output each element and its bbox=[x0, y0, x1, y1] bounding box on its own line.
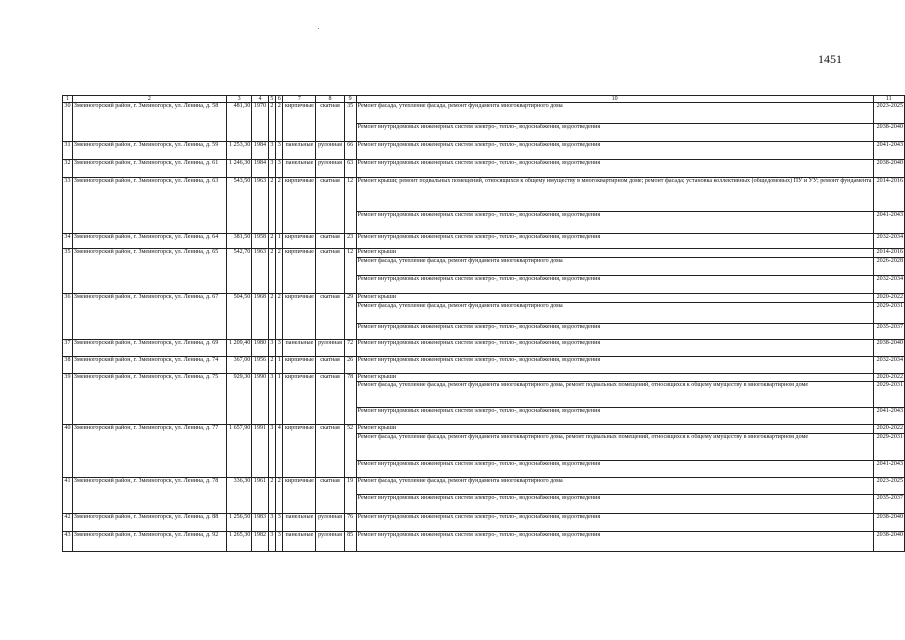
year-cell: 1982 bbox=[252, 532, 268, 552]
repair-period-cell: 2029-2031 bbox=[873, 303, 904, 324]
address-cell: Змеиногорский район, г. Змеиногорск, ул. Ленина, д. 77 bbox=[72, 425, 226, 478]
wall-material-cell: кирпичные bbox=[283, 374, 316, 425]
year-cell: 1970 bbox=[252, 103, 268, 142]
roof-type-cell: рулонная bbox=[316, 532, 344, 552]
area-cell: 381,50 bbox=[226, 234, 252, 249]
entrances-cell: 2 bbox=[276, 478, 283, 514]
floors-cell: 3 bbox=[268, 142, 275, 160]
area-cell: 1 256,50 bbox=[226, 514, 252, 532]
capital-repair-table bbox=[62, 95, 905, 552]
year-cell: 1961 bbox=[252, 478, 268, 514]
repair-work-cell: Ремонт внутридомовых инженерных систем электро-, тепло-, водоснабжения, водоотведения bbox=[356, 461, 873, 478]
entrances-cell: 3 bbox=[276, 142, 283, 160]
repair-work-cell: Ремонт внутридомовых инженерных систем электро-, тепло-, водоснабжения, водоотведения bbox=[356, 212, 873, 234]
repair-work-cell: Ремонт внутридомовых инженерных систем электро-, тепло-, водоснабжения, водоотведения bbox=[356, 276, 873, 294]
address-cell: Змеиногорский район, г. Змеиногорск, ул. Ленина, д. 69 bbox=[72, 340, 226, 357]
repair-period-cell: 2032-2034 bbox=[873, 234, 904, 249]
apartments-cell: 63 bbox=[344, 160, 356, 178]
header-row bbox=[63, 96, 905, 103]
row-number: 37 bbox=[63, 340, 73, 357]
floors-cell: 3 bbox=[268, 425, 275, 478]
roof-type-cell: скатная bbox=[316, 357, 344, 374]
repair-period-cell: 2038-2040 bbox=[873, 532, 904, 552]
repair-period-cell: 2041-2043 bbox=[873, 408, 904, 425]
repair-period-cell: 2029-2031 bbox=[873, 434, 904, 461]
address-cell: Змеиногорский район, г. Змеиногорск, ул. Ленина, д. 65 bbox=[72, 249, 226, 294]
page-number: 1451 bbox=[818, 52, 842, 66]
repair-period-cell: 2032-2034 bbox=[873, 357, 904, 374]
repair-work-cell: Ремонт внутридомовых инженерных систем электро-, тепло-, водоснабжения, водоотведения bbox=[356, 324, 873, 340]
address-cell: Змеиногорский район, г. Змеиногорск, ул. Ленина, д. 75 bbox=[72, 374, 226, 425]
repair-period-cell: 2029-2031 bbox=[873, 382, 904, 408]
header-cell: 1 bbox=[63, 96, 73, 103]
repair-work-cell: Ремонт фасада, утепление фасада, ремонт фундамента многоквартирного дома, ремонт подвальных помещений, относящихся к общему имуществу в многоквартирном доме bbox=[356, 434, 873, 461]
roof-type-cell: скатная bbox=[316, 234, 344, 249]
area-cell: 1 246,30 bbox=[226, 160, 252, 178]
repair-period-cell: 2038-2040 bbox=[873, 514, 904, 532]
wall-material-cell: кирпичные bbox=[283, 178, 316, 234]
row-number: 30 bbox=[63, 103, 73, 142]
roof-type-cell: скатная bbox=[316, 425, 344, 478]
repair-work-cell: Ремонт внутридомовых инженерных систем электро-, тепло-, водоснабжения, водоотведения bbox=[356, 142, 873, 160]
wall-material-cell: кирпичные bbox=[283, 357, 316, 374]
year-cell: 1958 bbox=[252, 234, 268, 249]
table-row bbox=[63, 374, 905, 382]
area-cell: 336,30 bbox=[226, 478, 252, 514]
repair-period-cell: 2038-2040 bbox=[873, 160, 904, 178]
year-cell: 1968 bbox=[252, 294, 268, 340]
apartments-cell: 12 bbox=[344, 249, 356, 294]
address-cell: Змеиногорский район, г. Змеиногорск, ул. Ленина, д. 58 bbox=[72, 103, 226, 142]
apartments-cell: 85 bbox=[344, 532, 356, 552]
repair-work-cell: Ремонт внутридомовых инженерных систем электро-, тепло-, водоснабжения, водоотведения bbox=[356, 514, 873, 532]
apartments-cell: 19 bbox=[344, 478, 356, 514]
entrances-cell: 2 bbox=[276, 249, 283, 294]
floors-cell: 3 bbox=[268, 514, 275, 532]
roof-type-cell: скатная bbox=[316, 249, 344, 294]
entrances-cell: 3 bbox=[276, 160, 283, 178]
entrances-cell: 2 bbox=[276, 103, 283, 142]
roof-type-cell: скатная bbox=[316, 178, 344, 234]
floors-cell: 3 bbox=[268, 532, 275, 552]
table-row bbox=[63, 178, 905, 212]
year-cell: 1991 bbox=[252, 425, 268, 478]
floors-cell: 3 bbox=[268, 340, 275, 357]
roof-type-cell: скатная bbox=[316, 103, 344, 142]
area-cell: 543,50 bbox=[226, 178, 252, 234]
repair-period-cell: 2020-2022 bbox=[873, 425, 904, 434]
repair-period-cell: 2023-2025 bbox=[873, 103, 904, 124]
wall-material-cell: кирпичные bbox=[283, 103, 316, 142]
area-cell: 1 265,30 bbox=[226, 532, 252, 552]
apartments-cell: 23 bbox=[344, 234, 356, 249]
apartments-cell: 35 bbox=[344, 103, 356, 142]
floors-cell: 2 bbox=[268, 234, 275, 249]
repair-period-cell: 2020-2022 bbox=[873, 374, 904, 382]
repair-period-cell: 2032-2034 bbox=[873, 276, 904, 294]
area-cell: 481,30 bbox=[226, 103, 252, 142]
table-row bbox=[63, 514, 905, 532]
scan-speck bbox=[318, 28, 319, 29]
table-row bbox=[63, 294, 905, 303]
repair-work-cell: Ремонт крыши bbox=[356, 425, 873, 434]
year-cell: 1990 bbox=[252, 374, 268, 425]
year-cell: 1984 bbox=[252, 160, 268, 178]
repair-period-cell: 2038-2040 bbox=[873, 340, 904, 357]
year-cell: 1963 bbox=[252, 178, 268, 234]
repair-period-cell: 2041-2043 bbox=[873, 461, 904, 478]
roof-type-cell: скатная bbox=[316, 478, 344, 514]
entrances-cell: 3 bbox=[276, 532, 283, 552]
repair-period-cell: 2041-2043 bbox=[873, 142, 904, 160]
wall-material-cell: кирпичные bbox=[283, 234, 316, 249]
table-body bbox=[63, 96, 905, 552]
table-row bbox=[63, 357, 905, 374]
apartments-cell: 29 bbox=[344, 294, 356, 340]
entrances-cell: 1 bbox=[276, 234, 283, 249]
address-cell: Змеиногорский район, г. Змеиногорск, ул. Ленина, д. 61 bbox=[72, 160, 226, 178]
entrances-cell: 2 bbox=[276, 294, 283, 340]
repair-period-cell: 2041-2043 bbox=[873, 212, 904, 234]
area-cell: 542,70 bbox=[226, 249, 252, 294]
table-row bbox=[63, 249, 905, 258]
repair-work-cell: Ремонт фасада, утепление фасада, ремонт фундамента многоквартирного дома bbox=[356, 303, 873, 324]
roof-type-cell: рулонная bbox=[316, 340, 344, 357]
header-cell: 7 bbox=[283, 96, 316, 103]
header-cell: 9 bbox=[344, 96, 356, 103]
repair-period-cell: 2014-2016 bbox=[873, 249, 904, 258]
table-row bbox=[63, 532, 905, 552]
repair-work-cell: Ремонт внутридомовых инженерных систем электро-, тепло-, водоснабжения, водоотведения bbox=[356, 532, 873, 552]
table-row bbox=[63, 340, 905, 357]
repair-work-cell: Ремонт фасада, утепление фасада, ремонт фундамента многоквартирного дома bbox=[356, 478, 873, 495]
repair-work-cell: Ремонт внутридомовых инженерных систем электро-, тепло-, водоснабжения, водоотведения bbox=[356, 124, 873, 142]
header-cell: 4 bbox=[252, 96, 268, 103]
repair-work-cell: Ремонт внутридомовых инженерных систем электро-, тепло-, водоснабжения, водоотведения bbox=[356, 234, 873, 249]
year-cell: 1956 bbox=[252, 357, 268, 374]
year-cell: 1963 bbox=[252, 249, 268, 294]
row-number: 42 bbox=[63, 514, 73, 532]
apartments-cell: 78 bbox=[344, 374, 356, 425]
row-number: 41 bbox=[63, 478, 73, 514]
floors-cell: 2 bbox=[268, 249, 275, 294]
floors-cell: 3 bbox=[268, 374, 275, 425]
area-cell: 1 209,40 bbox=[226, 340, 252, 357]
entrances-cell: 1 bbox=[276, 357, 283, 374]
table-row bbox=[63, 234, 905, 249]
apartments-cell: 52 bbox=[344, 425, 356, 478]
header-cell: 2 bbox=[72, 96, 226, 103]
area-cell: 929,30 bbox=[226, 374, 252, 425]
repair-work-cell: Ремонт внутридомовых инженерных систем электро-, тепло-, водоснабжения, водоотведения bbox=[356, 340, 873, 357]
repair-work-cell: Ремонт крыши bbox=[356, 374, 873, 382]
wall-material-cell: панельные bbox=[283, 514, 316, 532]
header-cell: 3 bbox=[226, 96, 252, 103]
floors-cell: 2 bbox=[268, 478, 275, 514]
address-cell: Змеиногорский район, г. Змеиногорск, ул. Ленина, д. 78 bbox=[72, 478, 226, 514]
address-cell: Змеиногорский район, г. Змеиногорск, ул. Ленина, д. 92 bbox=[72, 532, 226, 552]
year-cell: 1980 bbox=[252, 340, 268, 357]
header-cell: 5 bbox=[268, 96, 275, 103]
apartments-cell: 66 bbox=[344, 142, 356, 160]
area-cell: 504,50 bbox=[226, 294, 252, 340]
repair-period-cell: 2035-2037 bbox=[873, 324, 904, 340]
roof-type-cell: скатная bbox=[316, 294, 344, 340]
wall-material-cell: панельные bbox=[283, 142, 316, 160]
repair-work-cell: Ремонт фасада, утепление фасада, ремонт фундамента многоквартирного дома, ремонт подвальных помещений, относящихся к общему имуществу в многоквартирном доме bbox=[356, 382, 873, 408]
roof-type-cell: рулонная bbox=[316, 142, 344, 160]
wall-material-cell: кирпичные bbox=[283, 425, 316, 478]
header-cell: 6 bbox=[276, 96, 283, 103]
floors-cell: 2 bbox=[268, 357, 275, 374]
repair-period-cell: 2026-2028 bbox=[873, 258, 904, 276]
apartments-cell: 76 bbox=[344, 514, 356, 532]
apartments-cell: 26 bbox=[344, 357, 356, 374]
header-cell: 8 bbox=[316, 96, 344, 103]
repair-work-cell: Ремонт внутридомовых инженерных систем электро-, тепло-, водоснабжения, водоотведения bbox=[356, 408, 873, 425]
entrances-cell: 4 bbox=[276, 425, 283, 478]
row-number: 35 bbox=[63, 249, 73, 294]
table-row bbox=[63, 478, 905, 495]
entrances-cell: 1 bbox=[276, 374, 283, 425]
roof-type-cell: рулонная bbox=[316, 160, 344, 178]
repair-period-cell: 2020-2022 bbox=[873, 294, 904, 303]
wall-material-cell: панельные bbox=[283, 340, 316, 357]
repair-work-cell: Ремонт крыши bbox=[356, 294, 873, 303]
row-number: 31 bbox=[63, 142, 73, 160]
repair-work-cell: Ремонт крыши; ремонт подвальных помещений, относящихся к общему имуществу в многоквартирном доме; ремонт фасада; установка коллективных (общедомовых) ПУ и УУ; ремонт фундамента bbox=[356, 178, 873, 212]
repair-work-cell: Ремонт крыши bbox=[356, 249, 873, 258]
apartments-cell: 72 bbox=[344, 340, 356, 357]
repair-period-cell: 2023-2025 bbox=[873, 478, 904, 495]
address-cell: Змеиногорский район, г. Змеиногорск, ул. Ленина, д. 67 bbox=[72, 294, 226, 340]
wall-material-cell: кирпичные bbox=[283, 478, 316, 514]
address-cell: Змеиногорский район, г. Змеиногорск, ул. Ленина, д. 88 bbox=[72, 514, 226, 532]
roof-type-cell: рулонная bbox=[316, 514, 344, 532]
repair-period-cell: 2014-2016 bbox=[873, 178, 904, 212]
row-number: 43 bbox=[63, 532, 73, 552]
row-number: 33 bbox=[63, 178, 73, 234]
apartments-cell: 12 bbox=[344, 178, 356, 234]
repair-work-cell: Ремонт внутридомовых инженерных систем электро-, тепло-, водоснабжения, водоотведения bbox=[356, 160, 873, 178]
wall-material-cell: кирпичные bbox=[283, 294, 316, 340]
address-cell: Змеиногорский район, г. Змеиногорск, ул. Ленина, д. 74 bbox=[72, 357, 226, 374]
wall-material-cell: панельные bbox=[283, 160, 316, 178]
row-number: 34 bbox=[63, 234, 73, 249]
entrances-cell: 3 bbox=[276, 340, 283, 357]
floors-cell: 2 bbox=[268, 103, 275, 142]
table-row bbox=[63, 160, 905, 178]
table-row bbox=[63, 425, 905, 434]
address-cell: Змеиногорский район, г. Змеиногорск, ул. Ленина, д. 63 bbox=[72, 178, 226, 234]
wall-material-cell: панельные bbox=[283, 532, 316, 552]
repair-period-cell: 2035-2037 bbox=[873, 495, 904, 514]
table-row bbox=[63, 103, 905, 124]
year-cell: 1984 bbox=[252, 142, 268, 160]
repair-work-cell: Ремонт фасада, утепление фасада, ремонт фундамента многоквартирного дома bbox=[356, 258, 873, 276]
area-cell: 367,00 bbox=[226, 357, 252, 374]
roof-type-cell: скатная bbox=[316, 374, 344, 425]
repair-work-cell: Ремонт фасада, утепление фасада, ремонт фундамента многоквартирного дома bbox=[356, 103, 873, 124]
year-cell: 1983 bbox=[252, 514, 268, 532]
row-number: 38 bbox=[63, 357, 73, 374]
entrances-cell: 3 bbox=[276, 514, 283, 532]
entrances-cell: 2 bbox=[276, 178, 283, 234]
floors-cell: 2 bbox=[268, 294, 275, 340]
wall-material-cell: кирпичные bbox=[283, 249, 316, 294]
address-cell: Змеиногорский район, г. Змеиногорск, ул. Ленина, д. 59 bbox=[72, 142, 226, 160]
row-number: 40 bbox=[63, 425, 73, 478]
repair-period-cell: 2038-2040 bbox=[873, 124, 904, 142]
repair-work-cell: Ремонт внутридомовых инженерных систем электро-, тепло-, водоснабжения, водоотведения bbox=[356, 495, 873, 514]
area-cell: 1 253,30 bbox=[226, 142, 252, 160]
repair-work-cell: Ремонт внутридомовых инженерных систем электро-, тепло-, водоснабжения, водоотведения bbox=[356, 357, 873, 374]
header-cell: 10 bbox=[356, 96, 873, 103]
floors-cell: 2 bbox=[268, 178, 275, 234]
row-number: 36 bbox=[63, 294, 73, 340]
floors-cell: 3 bbox=[268, 160, 275, 178]
header-cell: 11 bbox=[873, 96, 904, 103]
row-number: 39 bbox=[63, 374, 73, 425]
area-cell: 1 657,90 bbox=[226, 425, 252, 478]
table-row bbox=[63, 142, 905, 160]
row-number: 32 bbox=[63, 160, 73, 178]
address-cell: Змеиногорский район, г. Змеиногорск, ул. Ленина, д. 64 bbox=[72, 234, 226, 249]
